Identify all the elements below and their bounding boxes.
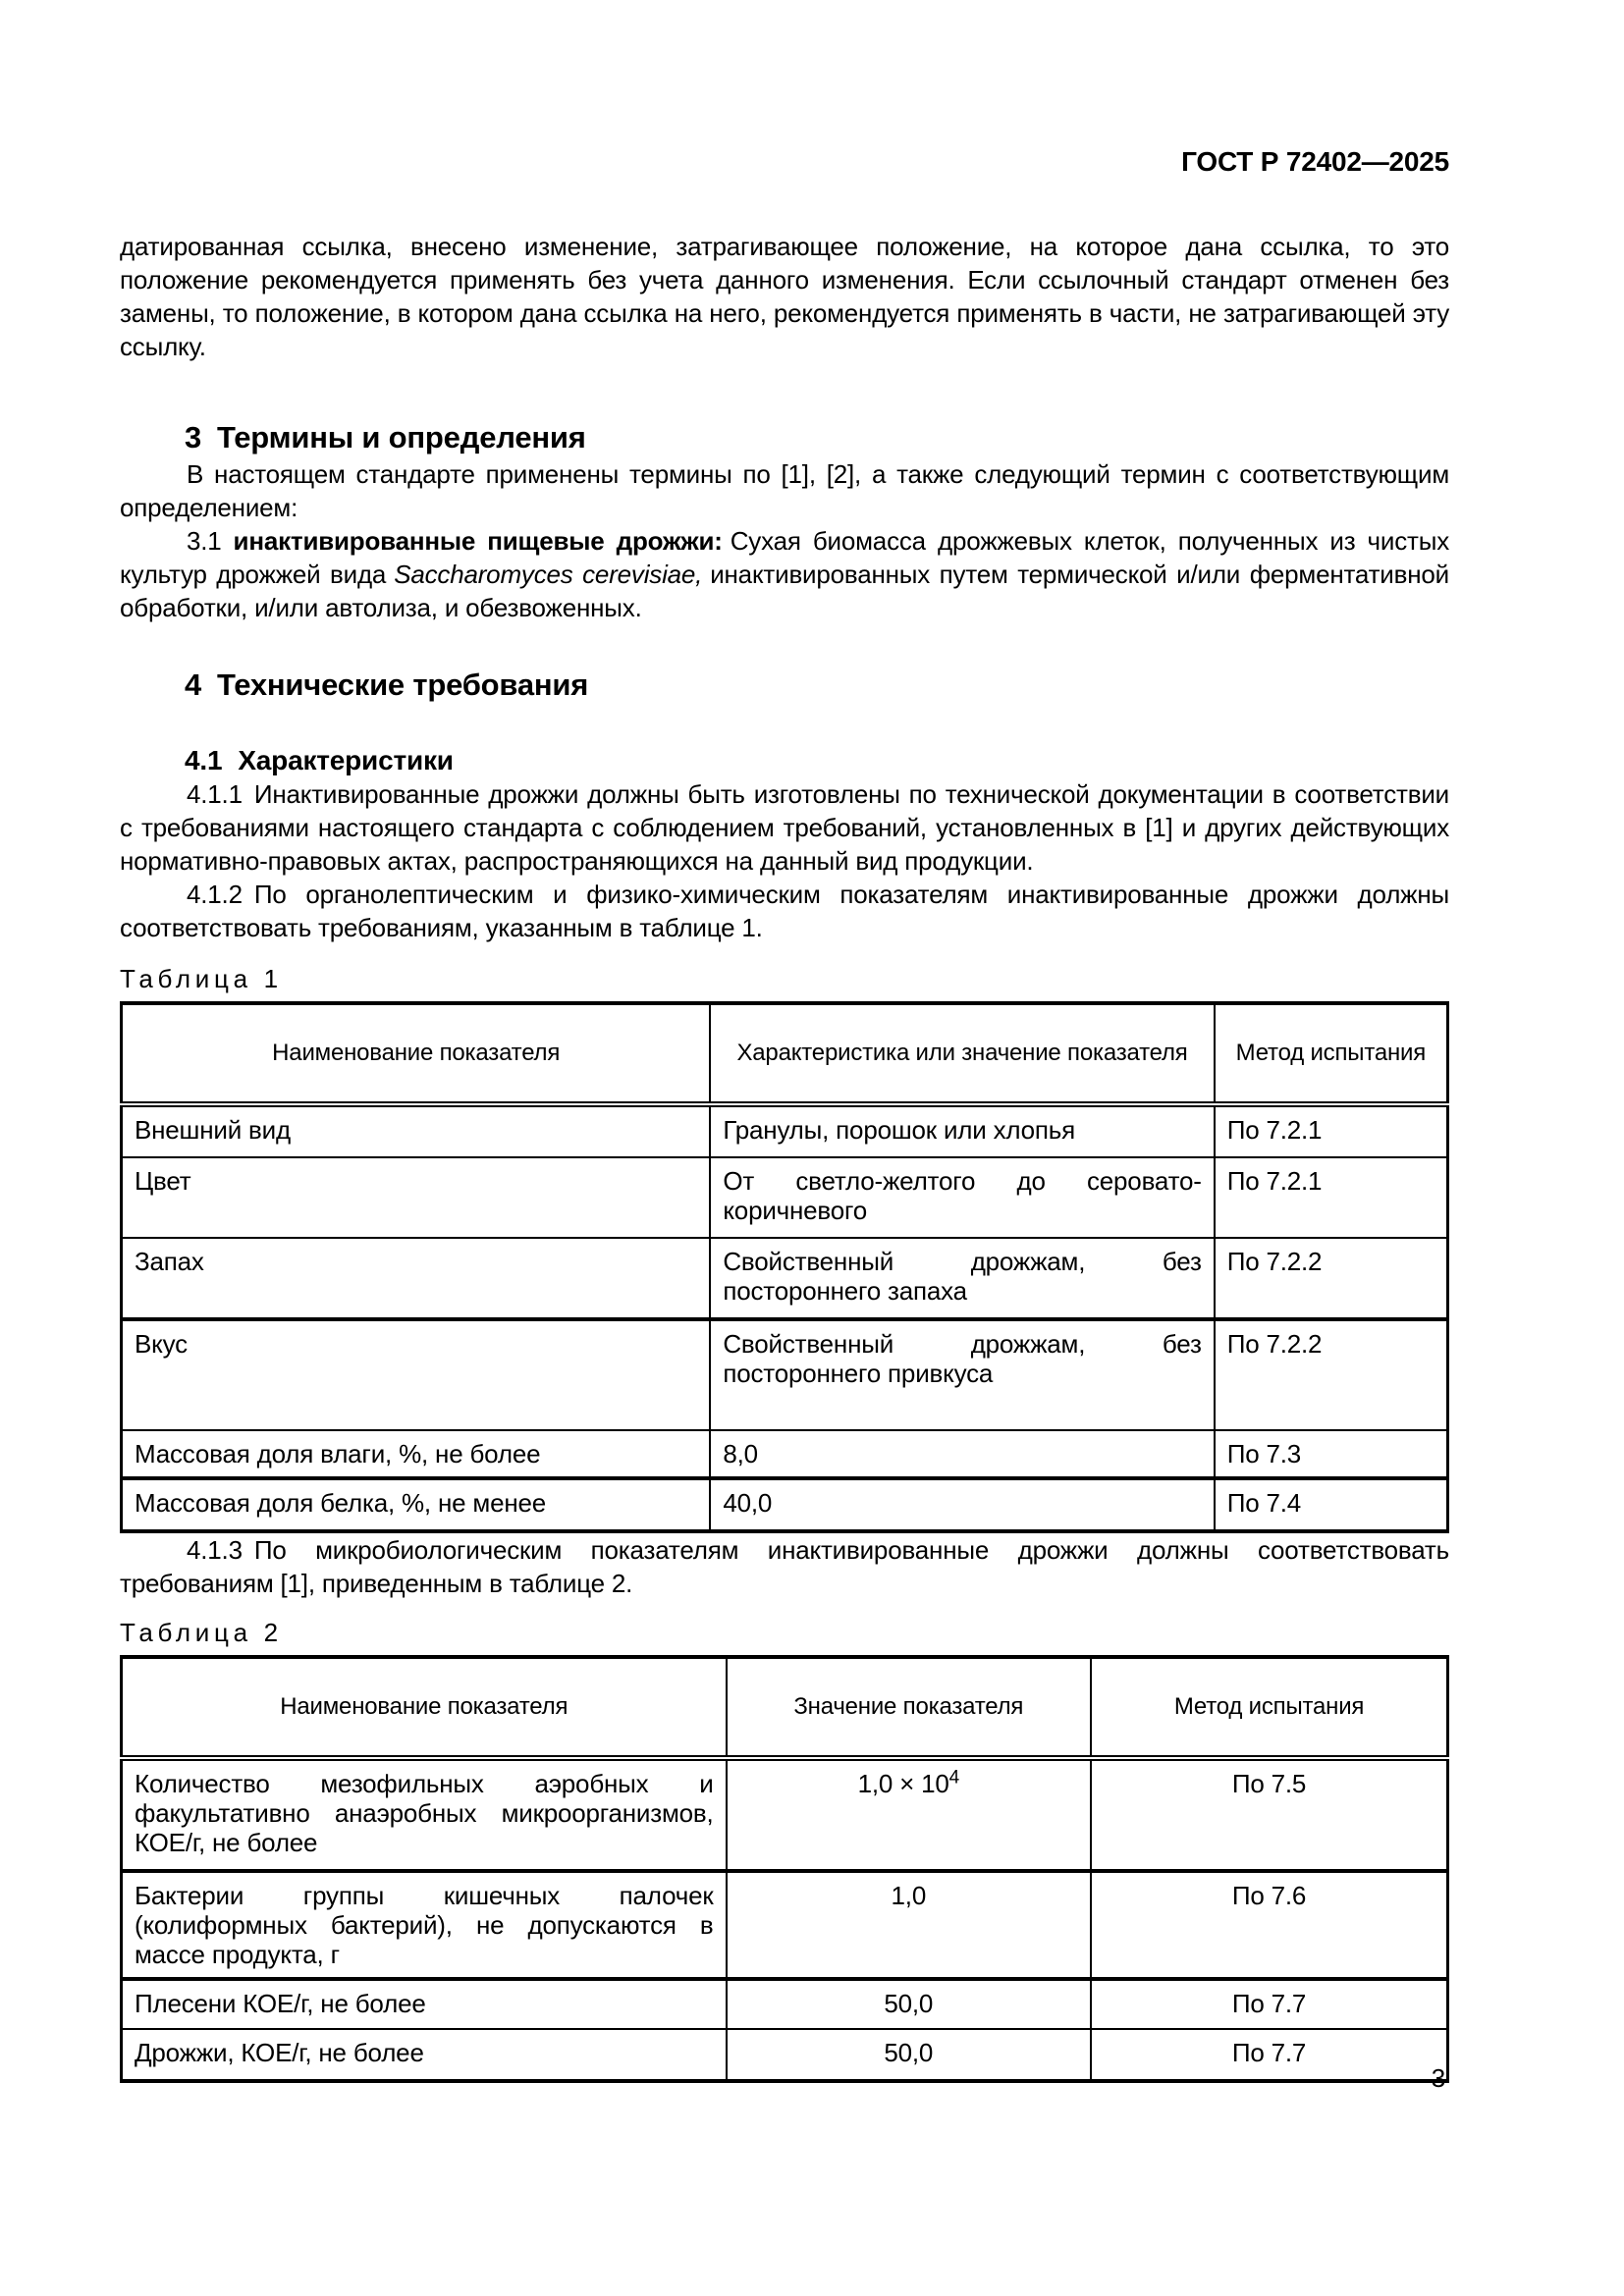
term-definition-part2: инактивированных путем термической и/или ферментативной обработки, и/или автолиза, и обезвоженных. bbox=[120, 560, 1449, 622]
paragraph-4-1-3-text: По микробиологическим показателям инактивированные дрожжи должны соответствовать требованиям [1], приведенным в таблице 2. bbox=[120, 1535, 1449, 1598]
value-exponent: 4 bbox=[948, 1767, 960, 1789]
cell-test-method: По 7.3 bbox=[1215, 1430, 1448, 1478]
subsection-4-1-title: Характеристики bbox=[238, 745, 454, 775]
table-1-row-protein bbox=[122, 1478, 1448, 1531]
table-1-header-indicator: Наименование показателя bbox=[122, 1003, 711, 1104]
table-1-header-characteristic: Характеристика или значение показателя bbox=[710, 1003, 1214, 1104]
table-1-row-taste bbox=[122, 1319, 1448, 1430]
paragraph-4-1-3 bbox=[120, 1533, 1449, 1600]
table-2-row-molds bbox=[122, 1979, 1448, 2029]
latin-species-name: Saccharomyces cerevisiae, bbox=[394, 560, 703, 589]
cell-test-method: По 7.2.2 bbox=[1215, 1319, 1448, 1430]
table-1-row-odor bbox=[122, 1238, 1448, 1319]
section-4-heading bbox=[120, 666, 1449, 705]
table-2-header-indicator: Наименование показателя bbox=[122, 1657, 727, 1758]
term-name: инактивированные пищевые дрожжи: bbox=[233, 526, 723, 556]
cell-test-method: По 7.7 bbox=[1091, 1979, 1447, 2029]
cell-value bbox=[727, 1758, 1092, 1871]
cell-test-method: По 7.4 bbox=[1215, 1478, 1448, 1531]
table-2-header-value: Значение показателя bbox=[727, 1657, 1092, 1758]
page-number: 3 bbox=[1431, 2063, 1445, 2093]
cell-indicator-name: Внешний вид bbox=[122, 1104, 711, 1157]
paragraph-4-1-3-number: 4.1.3 bbox=[187, 1535, 243, 1565]
table-1-header-method: Метод испытания bbox=[1215, 1003, 1448, 1104]
table-1-row-moisture bbox=[122, 1430, 1448, 1478]
cell-characteristic: Свойственный дрожжам, без постороннего привкуса bbox=[710, 1319, 1214, 1430]
value-base: 1,0 × 10 bbox=[857, 1769, 949, 1798]
paragraph-4-1-1 bbox=[120, 777, 1449, 878]
cell-indicator-name: Запах bbox=[122, 1238, 711, 1319]
cell-value bbox=[727, 1871, 1092, 1979]
section-3-title: Термины и определения bbox=[217, 420, 586, 454]
table-2-row-coliform bbox=[122, 1871, 1448, 1979]
cell-indicator-name: Вкус bbox=[122, 1319, 711, 1430]
section-3-number: 3 bbox=[185, 420, 202, 454]
subsection-4-1-number: 4.1 bbox=[185, 745, 223, 775]
cell-indicator-name: Количество мезофильных аэробных и факультативно анаэробных микроорганизмов, КОЕ/г, не более bbox=[122, 1758, 727, 1871]
paragraph-4-1-1-number: 4.1.1 bbox=[187, 779, 243, 809]
value-base: 50,0 bbox=[884, 2038, 934, 2067]
table-1-row-color bbox=[122, 1157, 1448, 1238]
cell-value bbox=[727, 1979, 1092, 2029]
value-base: 50,0 bbox=[884, 1989, 934, 2018]
table-1-row-appearance bbox=[122, 1104, 1448, 1157]
cell-indicator-name: Бактерии группы кишечных палочек (колиформных бактерий), не допускаются в массе продукта, г bbox=[122, 1871, 727, 1979]
table-1-label: Таблица 1 bbox=[120, 964, 283, 993]
value-base: 1,0 bbox=[891, 1881, 927, 1910]
cell-value bbox=[727, 2029, 1092, 2081]
paragraph-4-1-2 bbox=[120, 878, 1449, 944]
cell-characteristic: 40,0 bbox=[710, 1478, 1214, 1531]
subsection-4-1-heading bbox=[120, 744, 1449, 777]
cell-test-method: По 7.7 bbox=[1091, 2029, 1447, 2081]
cell-indicator-name: Дрожжи, КОЕ/г, не более bbox=[122, 2029, 727, 2081]
standard-code: ГОСТ Р 72402—2025 bbox=[1181, 146, 1449, 177]
cell-test-method: По 7.2.2 bbox=[1215, 1238, 1448, 1319]
cell-indicator-name: Цвет bbox=[122, 1157, 711, 1238]
cell-characteristic: 8,0 bbox=[710, 1430, 1214, 1478]
term-definition-paragraph bbox=[120, 524, 1449, 624]
cell-characteristic: Свойственный дрожжам, без постороннего запаха bbox=[710, 1238, 1214, 1319]
section-4-number: 4 bbox=[185, 667, 202, 702]
cell-test-method: По 7.2.1 bbox=[1215, 1104, 1448, 1157]
cell-test-method: По 7.6 bbox=[1091, 1871, 1447, 1979]
section-4-title: Технические требования bbox=[217, 667, 589, 702]
term-definition-part1: Сухая биомасса дрожжевых клеток, полученных из чистых культур дрожжей вида bbox=[120, 526, 1449, 589]
table-1 bbox=[120, 1001, 1449, 1533]
paragraph-4-1-2-text: По органолептическим и физико-химическим показателям инактивированные дрожжи должны соответствовать требованиям, указанным в таблице 1. bbox=[120, 880, 1449, 942]
intro-paragraph: датированная ссылка, внесено изменение, затрагивающее положение, на которое дана ссылка, то это положение рекомендуется применять без учета данного изменения. Если ссылочный стандарт отменен без замены, то положение, в котором дана ссылка на него, рекомендуется применять в части, не затрагивающей эту ссылку. bbox=[120, 232, 1449, 361]
table-1-header-row bbox=[122, 1003, 1448, 1104]
cell-indicator-name: Массовая доля влаги, %, не более bbox=[122, 1430, 711, 1478]
cell-test-method: По 7.5 bbox=[1091, 1758, 1447, 1871]
paragraph-4-1-1-text: Инактивированные дрожжи должны быть изготовлены по технической документации в соответствии с требованиями настоящего стандарта с соблюдением требований, установленных в [1] и других действующих нормативно-правовых актах, распространяющихся на данный вид продукции. bbox=[120, 779, 1449, 876]
terms-intro-paragraph: В настоящем стандарте применены термины по [1], [2], а также следующий термин с соответствующим определением: bbox=[120, 459, 1449, 522]
cell-characteristic: Гранулы, порошок или хлопья bbox=[710, 1104, 1214, 1157]
table-2-header-row bbox=[122, 1657, 1448, 1758]
cell-indicator-name: Плесени КОЕ/г, не более bbox=[122, 1979, 727, 2029]
cell-indicator-name: Массовая доля белка, %, не менее bbox=[122, 1478, 711, 1531]
term-number: 3.1 bbox=[187, 526, 222, 556]
table-2 bbox=[120, 1655, 1449, 2083]
table-2-row-mesophilic bbox=[122, 1758, 1448, 1871]
cell-test-method: По 7.2.1 bbox=[1215, 1157, 1448, 1238]
section-3-heading bbox=[120, 418, 1449, 457]
paragraph-4-1-2-number: 4.1.2 bbox=[187, 880, 243, 909]
cell-characteristic: От светло-желтого до серовато-коричневого bbox=[710, 1157, 1214, 1238]
table-2-row-yeasts bbox=[122, 2029, 1448, 2081]
table-2-header-method: Метод испытания bbox=[1091, 1657, 1447, 1758]
table-2-label: Таблица 2 bbox=[120, 1618, 283, 1647]
